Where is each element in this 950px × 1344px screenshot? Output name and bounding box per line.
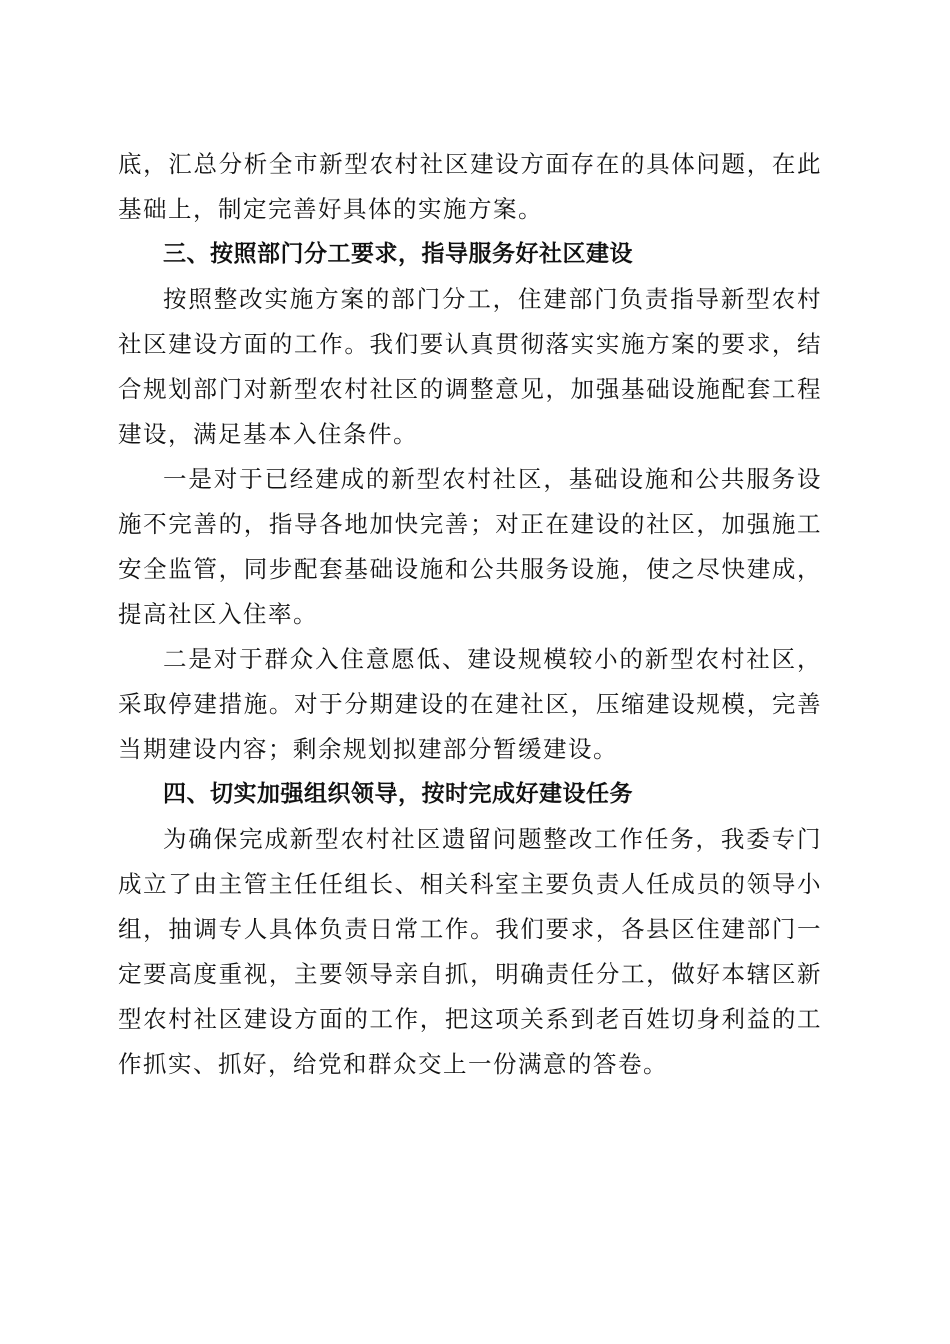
paragraph-point-one: 一是对于已经建成的新型农村社区，基础设施和公共服务设施不完善的，指导各地加快完善；对正在建设的社区，加强施工安全监管，同步配套基础设施和公共服务设施，使之尽快建成，提高社区入住率。 — [118, 465, 822, 628]
section-heading-4: 四、切实加强组织领导，按时完成好建设任务 — [163, 781, 633, 807]
paragraph-continuation: 底，汇总分析全市新型农村社区建设方面存在的具体问题，在此基础上，制定完善好具体的实施方案。 — [118, 150, 822, 223]
paragraph-leadership: 为确保完成新型农村社区遗留问题整改工作任务，我委专门成立了由主管主任任组长、相关科室主要负责人任成员的领导小组，抽调专人具体负责日常工作。我们要求，各县区住建部门一定要高度重视，主要领导亲自抓，明确责任分工，做好本辖区新型农村社区建设方面的工作，把这项关系到老百姓切身利益的工作抓实、抓好，给党和群众交上一份满意的答卷。 — [118, 825, 822, 1078]
document-body — [118, 142, 822, 1087]
paragraph-point-two: 二是对于群众入住意愿低、建设规模较小的新型农村社区，采取停建措施。对于分期建设的在建社区，压缩建设规模，完善当期建设内容；剩余规划拟建部分暂缓建设。 — [118, 645, 822, 763]
section-heading-3: 三、按照部门分工要求，指导服务好社区建设 — [163, 241, 633, 267]
paragraph-department-division: 按照整改实施方案的部门分工，住建部门负责指导新型农村社区建设方面的工作。我们要认真贯彻落实实施方案的要求，结合规划部门对新型农村社区的调整意见，加强基础设施配套工程建设，满足基本入住条件。 — [118, 285, 822, 448]
